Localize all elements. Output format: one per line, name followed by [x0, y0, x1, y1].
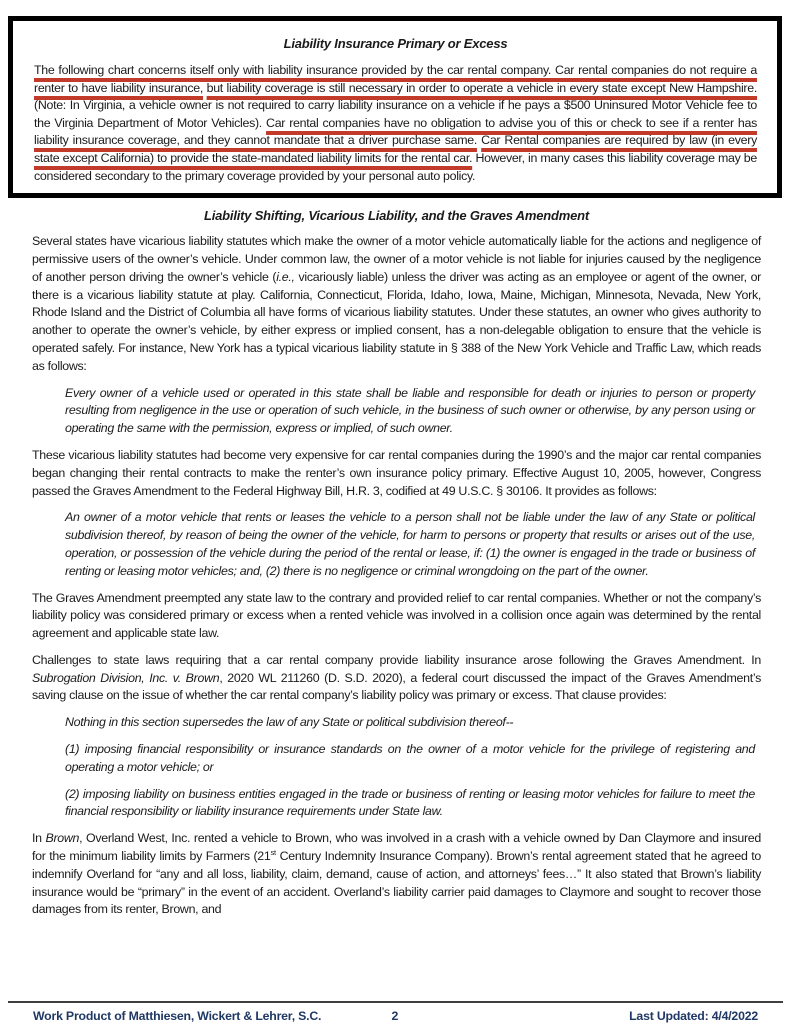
- text-run: An owner of a motor vehicle that rents or leases the vehicle to a person shall not be liable under the law of any State or political subdivision thereof, by reason of being the owner of the vehicle, for harm to persons or property that results or arises out of the use, operation, or possession of the vehicle during the period of the rental or lease, if: (1) the owner is engaged in the trade or business of renting or leasing motor vehicles; and, (2) there is no negligence or criminal wrongdoing on the part of the owner.: [65, 510, 755, 578]
- footer-page-number: 2: [391, 1009, 399, 1023]
- paragraph-challenges-saving-clause: [32, 652, 761, 705]
- text-run: (Note: In Virginia, a vehicle owner is not required to carry liability insurance on a vehicle if he pays a $500 Uninsured Motor Vehicle fee to the Virginia Department of Motor Vehicles).: [34, 98, 757, 130]
- section-title: Liability Shifting, Vicarious Liability, and the Graves Amendment: [203, 208, 590, 224]
- text-run: Nothing in this section supersedes the law of any State or political subdivision thereof--: [65, 715, 514, 730]
- footer-work-product: Work Product of Matthiesen, Wickert & Lehrer, S.C.: [33, 1009, 322, 1023]
- text-run: Every owner of a vehicle used or operated in this state shall be liable and responsible for death or injuries to person or property resulting from negligence in the use or operation of such vehicle, in the business of such owner or otherwise, by any person using or operating the same with the permission, express or implied, of such owner.: [65, 385, 755, 436]
- paragraph-vicarious-statutes: [32, 233, 761, 375]
- text-run: (2) imposing liability on business entities engaged in the trade or business of renting or leasing motor vehicles for failure to meet the financial responsibility or liability insurance requirements under State law.: [65, 786, 755, 819]
- quote-graves-amendment-text: [65, 509, 755, 580]
- page-footer: [8, 1001, 783, 1036]
- text-run: Subrogation Division, Inc. v. Brown: [32, 670, 220, 685]
- text-run: Brown: [45, 831, 80, 846]
- box-title: Liability Insurance Primary or Excess: [283, 36, 508, 51]
- quote-saving-clause-item-2: [65, 786, 755, 822]
- text-run: The Graves Amendment preempted any state law to the contrary and provided relief to car rental companies. Whether or not the company’s liability policy was considered primary or excess when a rented vehicle was involved in a collision once again was determined by the rental agreement and applicable state law.: [32, 590, 761, 641]
- primary-excess-notice-box: [8, 16, 782, 198]
- document-body: [0, 208, 791, 919]
- footer-last-updated: Last Updated: 4/4/2022: [629, 1009, 758, 1023]
- quote-saving-clause-item-1: [65, 741, 755, 777]
- red-underlined-text-run: Car Rental companies are required by law (in every state except California) to provide the state-mandated liability limits for the rental car.: [34, 133, 757, 165]
- text-run: Several states have vicarious liability statutes which make the owner of a motor vehicle automatically liable for the actions and negligence of permissive users of the owner’s vehicle. Under common law, the owner of a motor vehicle is not liable for injuries caused by the negligence of another person driving the owner’s vehicle (: [32, 234, 761, 284]
- text-run: In: [32, 831, 46, 846]
- text-run: These vicarious liability statutes had become very expensive for car rental companies during the 1990’s and the major car rental companies began changing their rental contracts to make the renter’s own insurance policy primary. Effective August 10, 2005, however, Congress passed the Graves Amendment to the Federal Highway Bill, H.R. 3, codified at 49 U.S.C. § 30106. It provides as follows:: [32, 447, 761, 498]
- quote-saving-clause-intro: [65, 714, 755, 732]
- paragraph-brown-case: [32, 830, 761, 919]
- red-underlined-text-run: The following chart concerns itself only with liability insurance provided by the car rental company. Car rental companies do not require a renter to have liability insurance,: [34, 63, 757, 95]
- text-run: , Overland West, Inc. rented a vehicle to Brown, who was involved in a crash with a vehicle owned by Dan Claymore and insured for the minimum liability limits by Farmers (21: [32, 831, 761, 864]
- paragraph-graves-preemption: [32, 590, 761, 643]
- text-run: st: [270, 847, 276, 857]
- text-run: vicariously liable) unless the driver was acting as an employee or agent of the owner, or there is a vicarious liability statute at play. California, Connecticut, Florida, Idaho, Iowa, Maine, Michigan, Minnesota, Nevada, New York, Rhode Island and the District of Columbia all have forms of vicarious liability statutes. Under these statutes, an owner who gives authority to another to operate the owner’s vehicle, by either express or implied consent, has a non-delegable obligation to ensure that the vehicle is operated safely. For instance, New York has a typical vicarious liability statute in § 388 of the New York Vehicle and Traffic Law, which reads as follows:: [32, 269, 761, 373]
- text-run: (1) imposing financial responsibility or insurance standards on the owner of a motor vehicle for the privilege of registering and operating a motor vehicle; or: [65, 742, 755, 774]
- red-underlined-text-run: Car rental companies have no obligation to advise you of this or check to see if a renter has liability insurance coverage, and they cannot mandate that a driver purchase same.: [34, 115, 757, 148]
- text-run: Challenges to state laws requiring that a car rental company provide liability insurance arose following the Graves Amendment. In: [32, 652, 761, 667]
- box-paragraph: [34, 62, 757, 185]
- text-run: , 2020 WL 211260 (D. S.D. 2020), a federal court discussed the impact of the Graves Amendment’s saving clause on the issue of whether the car rental company’s liability policy was primary or excess. That clause provides:: [32, 670, 761, 703]
- text-run: i.e.,: [276, 269, 295, 284]
- text-run: However, in many cases this liability coverage may be considered secondary to the primary coverage provided by your personal auto policy.: [34, 150, 757, 183]
- text-run: Century Indemnity Insurance Company). Brown’s rental agreement stated that he agreed to indemnify Overland for “any and all loss, liability, claim, demand, cause of action, and attorneys’ fees…” It also stated that Brown’s liability insurance would be “primary” in the event of an accident. Overland’s liability carrier paid damages to Claymore and sought to recover those damages from its renter, Brown, and: [32, 849, 761, 917]
- quote-ny-vtl-388: [65, 385, 755, 438]
- red-underlined-text-run: but liability coverage is still necessary in order to operate a vehicle in every state except New Hampshire.: [206, 80, 757, 95]
- paragraph-graves-amendment-passage: [32, 447, 761, 500]
